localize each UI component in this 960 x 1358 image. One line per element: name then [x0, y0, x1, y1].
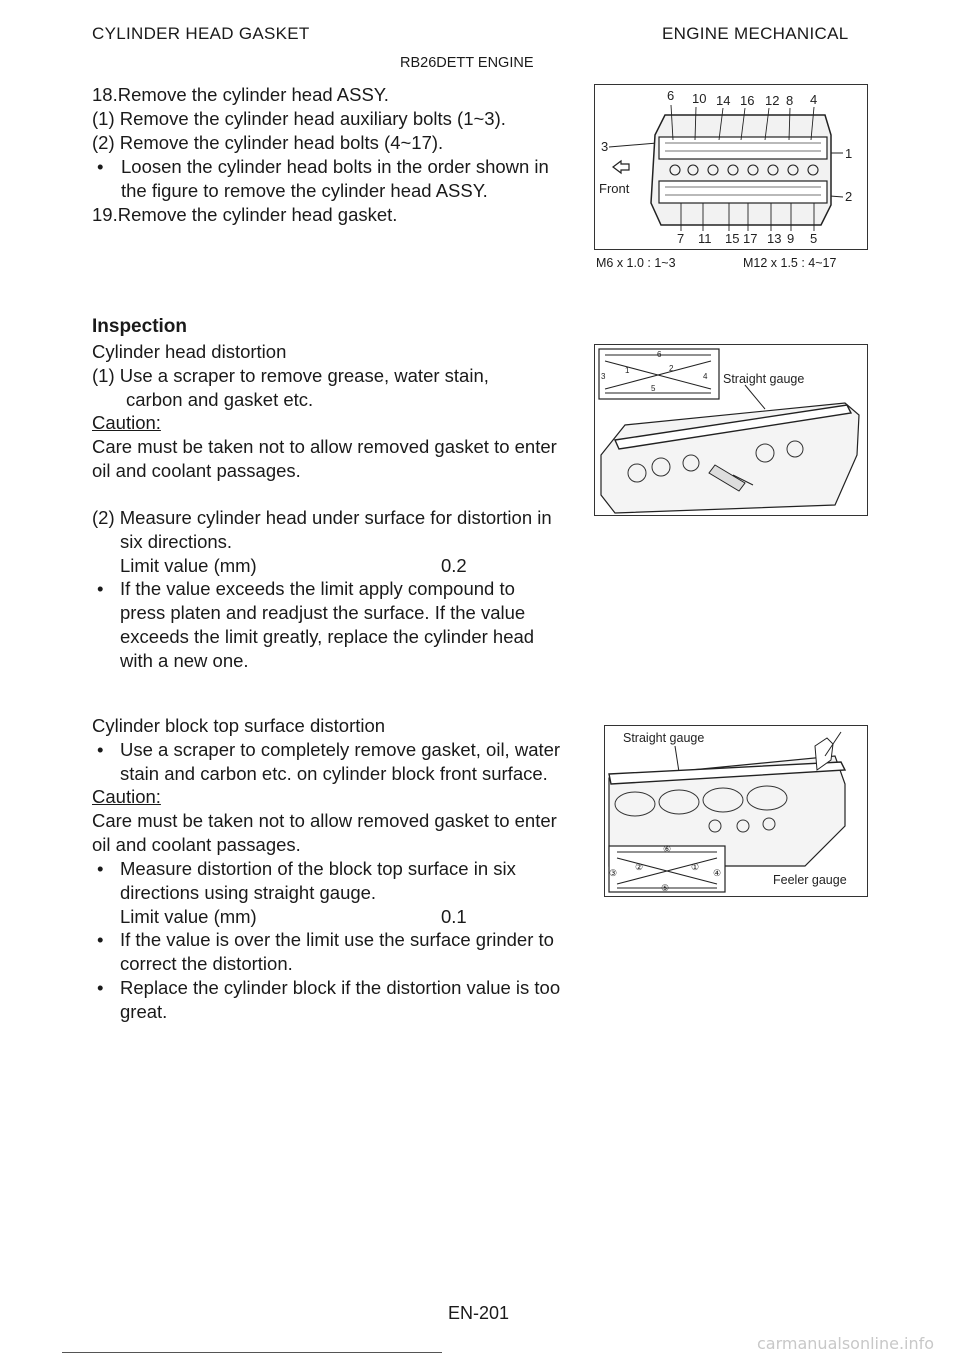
step-18-sub1: (1) Remove the cylinder head auxiliary bolts (1~3). [92, 108, 506, 129]
watermark: carmanualsonline.info [757, 1334, 935, 1353]
direction-label: ③ [609, 868, 618, 878]
bolt-size-caption-right: M12 x 1.5 : 4~17 [743, 256, 837, 270]
direction-label: ⑥ [663, 844, 672, 854]
direction-label: 3 [601, 372, 606, 381]
direction-label: ④ [713, 868, 722, 878]
front-arrow-icon [613, 161, 629, 173]
block-bullet1-line2: stain and carbon etc. on cylinder block front surface. [120, 763, 548, 784]
bolt-number: 15 [725, 231, 740, 246]
step-19: 19.Remove the cylinder head gasket. [92, 204, 398, 225]
inspection-step2-line2: six directions. [120, 531, 233, 552]
direction-label: 2 [669, 364, 674, 373]
block-limit-value: 0.1 [441, 906, 467, 927]
block-bullet4-line1: Replace the cylinder block if the distortion value is too [120, 977, 561, 998]
bolt-number: 4 [810, 92, 818, 107]
bullet-dot: • [97, 739, 104, 760]
direction-label: ② [635, 862, 644, 872]
direction-label: ⑤ [661, 883, 670, 893]
direction-label: 6 [657, 350, 662, 359]
inspection-bullet-line2: press platen and readjust the surface. If the value [120, 602, 526, 623]
front-label: Front [599, 181, 630, 196]
head-distortion-title: Cylinder head distortion [92, 341, 287, 362]
inspection-bullet-line3: exceeds the limit greatly, replace the cylinder head [120, 626, 535, 647]
straight-gauge-label: Straight gauge [623, 731, 705, 745]
bolt-order-figure [594, 84, 868, 250]
bullet-dot: • [97, 156, 104, 177]
caution-label: Caution: [92, 786, 161, 807]
aux-bolt-label: 3 [601, 139, 609, 154]
bolt-number: 11 [698, 231, 712, 246]
bolt-number: 13 [767, 231, 782, 246]
block-bullet4-line2: great. [120, 1001, 168, 1022]
caution-line2: oil and coolant passages. [92, 460, 301, 481]
bolt-number: 17 [743, 231, 758, 246]
limit-value: 0.2 [441, 555, 467, 576]
direction-label: 5 [651, 384, 656, 393]
engine-subtitle: RB26DETT ENGINE [400, 55, 534, 71]
bolt-number: 8 [786, 93, 794, 108]
feeler-gauge-label: Feeler gauge [773, 873, 847, 887]
bolt-size-caption-left: M6 x 1.0 : 1~3 [596, 256, 676, 270]
inspection-bullet-line4: with a new one. [120, 650, 249, 671]
aux-bolt-label: 1 [845, 146, 853, 161]
block-caution-line2: oil and coolant passages. [92, 834, 301, 855]
block-bullet3-line1: If the value is over the limit use the surface grinder to [120, 929, 554, 950]
step-18: 18.Remove the cylinder head ASSY. [92, 84, 389, 105]
caution-line1: Care must be taken not to allow removed gasket to enter [92, 436, 557, 457]
bullet-dot: • [97, 929, 104, 950]
bullet-dot: • [97, 858, 104, 879]
bolt-number: 6 [667, 88, 675, 103]
inspection-bullet-line1: If the value exceeds the limit apply compound to [120, 578, 515, 599]
direction-label: 4 [703, 372, 708, 381]
block-distortion-title: Cylinder block top surface distortion [92, 715, 386, 736]
block-gauge-figure [604, 725, 868, 897]
bolt-number: 12 [765, 93, 780, 108]
bolt-number: 9 [787, 231, 795, 246]
bolt-number: 14 [716, 93, 731, 108]
bullet-dot: • [97, 977, 104, 998]
block-bullet1-line1: Use a scraper to completely remove gasket, oil, water [120, 739, 561, 760]
inspection-heading: Inspection [92, 316, 188, 337]
bolt-number: 10 [692, 91, 707, 106]
caution-label: Caution: [92, 412, 161, 433]
bolt-number: 5 [810, 231, 818, 246]
inspection-step2-line1: (2) Measure cylinder head under surface for distortion in [92, 507, 552, 528]
block-limit-label: Limit value (mm) [120, 906, 257, 927]
block-bullet2-line2: directions using straight gauge. [120, 882, 377, 903]
bolt-number: 7 [677, 231, 685, 246]
step-18-sub2: (2) Remove the cylinder head bolts (4~17). [92, 132, 444, 153]
bullet-dot: • [97, 578, 104, 599]
block-bullet3-line2: correct the distortion. [120, 953, 293, 974]
removal-bullet-line1: Loosen the cylinder head bolts in the order shown in [121, 156, 549, 177]
aux-bolt-label: 2 [845, 189, 853, 204]
block-caution-line1: Care must be taken not to allow removed gasket to enter [92, 810, 557, 831]
section-title: CYLINDER HEAD GASKET [92, 24, 310, 43]
head-gauge-figure [594, 344, 868, 516]
straight-gauge-label: Straight gauge [723, 372, 805, 386]
page-number: EN-201 [448, 1303, 510, 1323]
block-bullet2-line1: Measure distortion of the block top surface in six [120, 858, 516, 879]
direction-label: ① [691, 862, 700, 872]
removal-bullet-line2: the figure to remove the cylinder head ASSY. [121, 180, 488, 201]
bolt-number: 16 [740, 93, 755, 108]
direction-label: 1 [625, 366, 630, 375]
limit-label: Limit value (mm) [120, 555, 257, 576]
inspection-step1-line2: carbon and gasket etc. [126, 389, 314, 410]
footer-rule [62, 1352, 442, 1353]
inspection-step1-line1: (1) Use a scraper to remove grease, water stain, [92, 365, 489, 386]
chapter-title: ENGINE MECHANICAL [662, 24, 849, 43]
